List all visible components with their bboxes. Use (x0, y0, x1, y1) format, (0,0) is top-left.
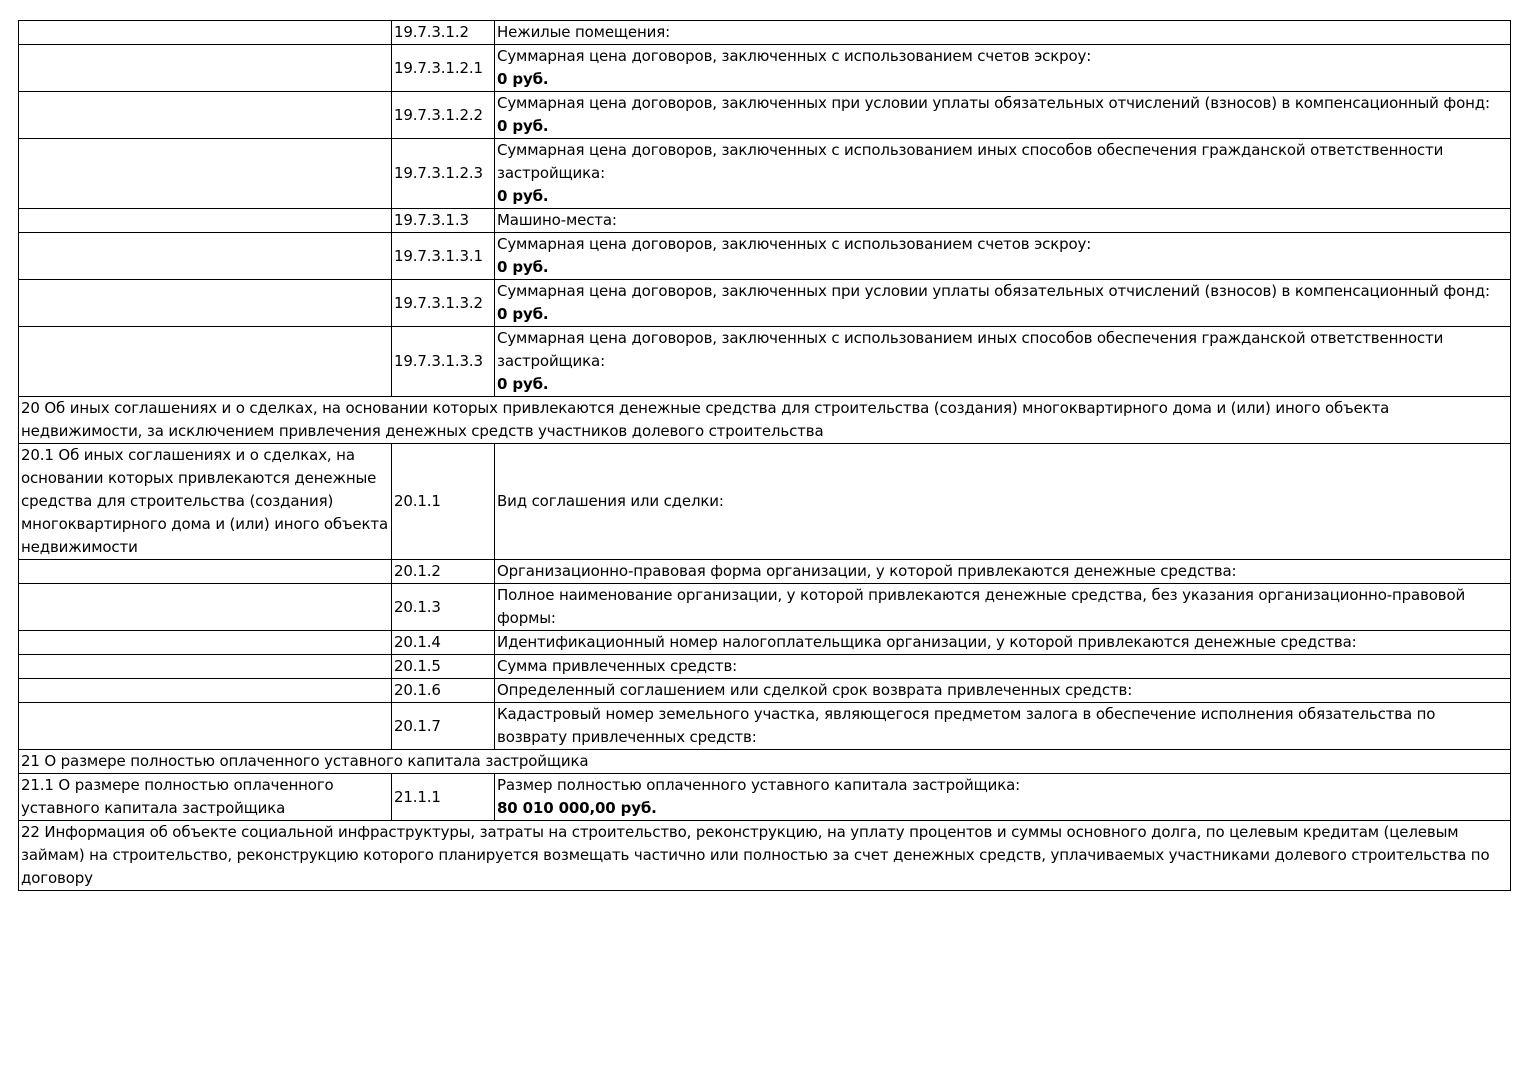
empty-cell (19, 560, 392, 584)
table-row (19, 631, 1511, 655)
row-code: 20.1.5 (392, 655, 495, 679)
table-row (19, 560, 1511, 584)
empty-cell (19, 92, 392, 139)
row-value: 0 руб. (497, 187, 549, 205)
table-row (19, 444, 1511, 560)
row-label: Сумма привлеченных средств: (495, 655, 1511, 679)
row-label (495, 280, 1511, 327)
disclosure-table (18, 20, 1511, 891)
row-label: Вид соглашения или сделки: (495, 444, 1511, 560)
table-row (19, 679, 1511, 703)
row-label (495, 774, 1511, 821)
row-label-text: Суммарная цена договоров, заключенных при условии уплаты обязательных отчислений (взносов) в компенсационный фонд: (497, 282, 1490, 300)
table-row (19, 139, 1511, 209)
row-value: 0 руб. (497, 305, 549, 323)
empty-cell (19, 655, 392, 679)
row-value: 80 010 000,00 руб. (497, 799, 657, 817)
row-code: 20.1.4 (392, 631, 495, 655)
table-row (19, 774, 1511, 821)
table-row (19, 703, 1511, 750)
row-label-text: Суммарная цена договоров, заключенных с использованием счетов эскроу: (497, 47, 1092, 65)
empty-cell (19, 631, 392, 655)
empty-cell (19, 209, 392, 233)
row-label-text: Суммарная цена договоров, заключенных при условии уплаты обязательных отчислений (взносов) в компенсационный фонд: (497, 94, 1490, 112)
row-label (495, 327, 1511, 397)
table-row (19, 584, 1511, 631)
table-row (19, 655, 1511, 679)
row-code: 20.1.3 (392, 584, 495, 631)
section-21-heading: 21 О размере полностью оплаченного уставного капитала застройщика (19, 750, 1511, 774)
empty-cell (19, 139, 392, 209)
row-code: 19.7.3.1.3.3 (392, 327, 495, 397)
row-label: Определенный соглашением или сделкой срок возврата привлеченных средств: (495, 679, 1511, 703)
row-label (495, 45, 1511, 92)
row-label-text: Суммарная цена договоров, заключенных с использованием иных способов обеспечения гражданской ответственности застройщика: (497, 329, 1444, 370)
empty-cell (19, 584, 392, 631)
table-row (19, 209, 1511, 233)
table-row (19, 327, 1511, 397)
row-value: 0 руб. (497, 375, 549, 393)
row-label: Полное наименование организации, у которой привлекаются денежные средства, без указания организационно-правовой формы: (495, 584, 1511, 631)
table-row (19, 45, 1511, 92)
row-label (495, 21, 1511, 45)
row-code: 19.7.3.1.3 (392, 209, 495, 233)
row-code: 19.7.3.1.2.2 (392, 92, 495, 139)
section-20-heading: 20 Об иных соглашениях и о сделках, на основании которых привлекаются денежные средства для строительства (создания) многоквартирного дома и (или) иного объекта недвижимости, за исключением привлечения денежных средств участников долевого строительства (19, 397, 1511, 444)
section-21-subheading: 21.1 О размере полностью оплаченного уставного капитала застройщика (19, 774, 392, 821)
row-code: 19.7.3.1.2.1 (392, 45, 495, 92)
empty-cell (19, 679, 392, 703)
row-label (495, 139, 1511, 209)
row-label: Организационно-правовая форма организации, у которой привлекаются денежные средства: (495, 560, 1511, 584)
section-heading-row (19, 397, 1511, 444)
section-heading-row (19, 821, 1511, 891)
row-label-text: Суммарная цена договоров, заключенных с использованием счетов эскроу: (497, 235, 1092, 253)
row-code: 20.1.7 (392, 703, 495, 750)
row-code: 19.7.3.1.3.2 (392, 280, 495, 327)
row-code: 20.1.1 (392, 444, 495, 560)
row-label (495, 209, 1511, 233)
row-code: 21.1.1 (392, 774, 495, 821)
row-label: Идентификационный номер налогоплательщика организации, у которой привлекаются денежные средства: (495, 631, 1511, 655)
table-row (19, 92, 1511, 139)
empty-cell (19, 45, 392, 92)
row-value: 0 руб. (497, 117, 549, 135)
row-label-text: Машино-места: (497, 211, 617, 229)
row-label (495, 233, 1511, 280)
row-code: 20.1.6 (392, 679, 495, 703)
empty-cell (19, 233, 392, 280)
empty-cell (19, 327, 392, 397)
row-label (495, 92, 1511, 139)
row-code: 20.1.2 (392, 560, 495, 584)
table-row (19, 280, 1511, 327)
empty-cell (19, 703, 392, 750)
section-20-subheading: 20.1 Об иных соглашениях и о сделках, на основании которых привлекаются денежные средства для строительства (создания) многоквартирного дома и (или) иного объекта недвижимости (19, 444, 392, 560)
row-value: 0 руб. (497, 258, 549, 276)
row-value: 0 руб. (497, 70, 549, 88)
row-label-text: Суммарная цена договоров, заключенных с использованием иных способов обеспечения гражданской ответственности застройщика: (497, 141, 1444, 182)
table-row (19, 233, 1511, 280)
empty-cell (19, 21, 392, 45)
row-label-text: Размер полностью оплаченного уставного капитала застройщика: (497, 776, 1021, 794)
section-heading-row (19, 750, 1511, 774)
empty-cell (19, 280, 392, 327)
table-row (19, 21, 1511, 45)
row-label-text: Нежилые помещения: (497, 23, 671, 41)
row-label: Кадастровый номер земельного участка, являющегося предметом залога в обеспечение исполнения обязательства по возврату привлеченных средств: (495, 703, 1511, 750)
section-22-heading: 22 Информация об объекте социальной инфраструктуры, затраты на строительство, реконструкцию, на уплату процентов и суммы основного долга, по целевым кредитам (целевым займам) на строительство, реконструкцию которого планируется возмещать частично или полностью за счет денежных средств, уплачиваемых участниками долевого строительства по договору (19, 821, 1511, 891)
row-code: 19.7.3.1.3.1 (392, 233, 495, 280)
row-code: 19.7.3.1.2.3 (392, 139, 495, 209)
row-code: 19.7.3.1.2 (392, 21, 495, 45)
